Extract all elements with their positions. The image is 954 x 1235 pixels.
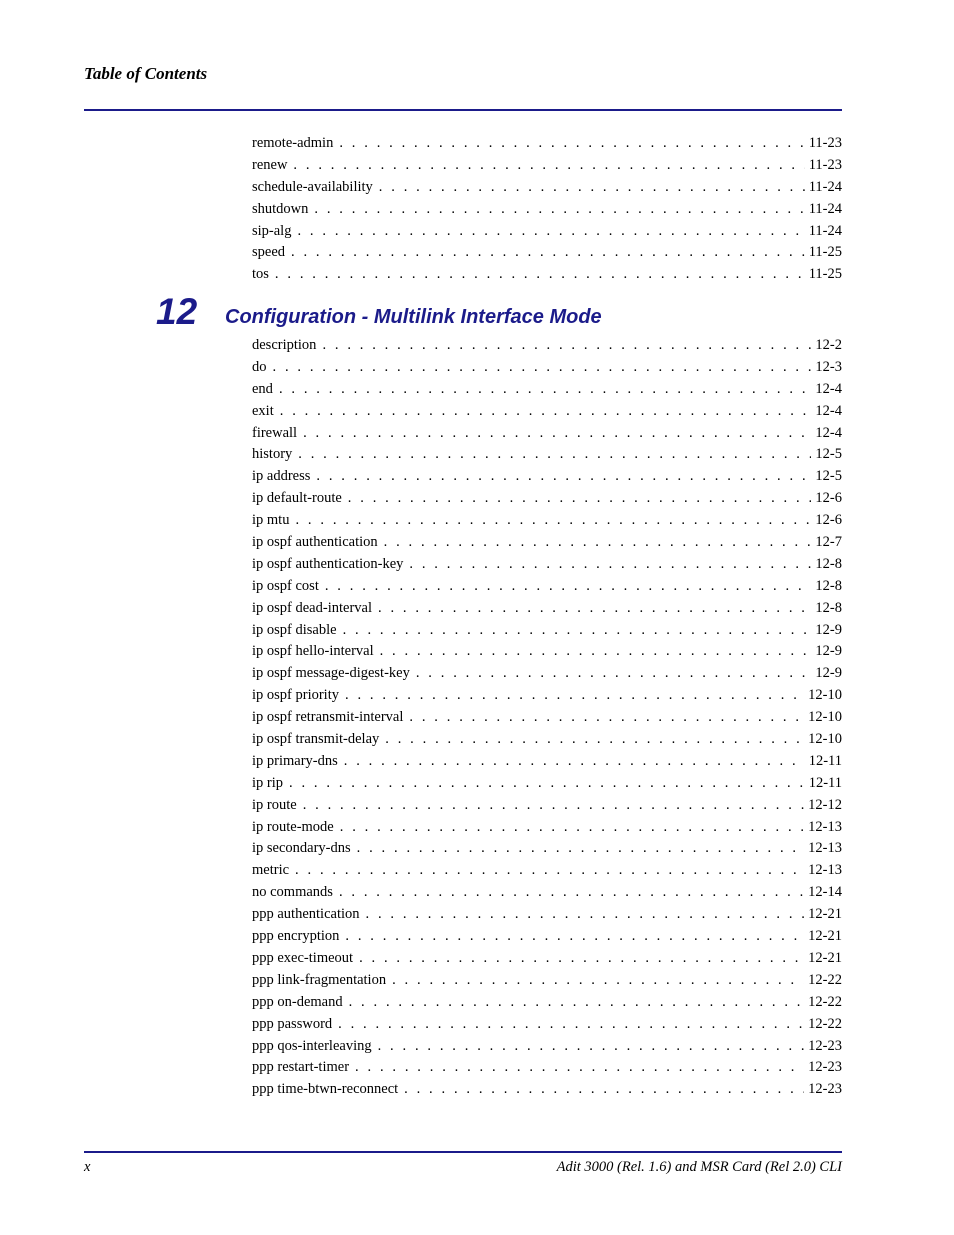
toc-entry[interactable] <box>252 906 842 928</box>
toc-entry[interactable] <box>252 643 842 665</box>
toc-entry[interactable] <box>252 244 842 266</box>
toc-entry[interactable] <box>252 731 842 753</box>
toc-entry[interactable] <box>252 665 842 687</box>
toc-entry-page: 11-24 <box>808 222 842 239</box>
toc-entry-page: 12-13 <box>808 840 842 857</box>
toc-entry-label: ip ospf retransmit-interval <box>252 709 404 726</box>
toc-dot-leader <box>339 135 804 152</box>
toc-dot-leader <box>378 1038 805 1055</box>
toc-entry-page: 12-10 <box>808 731 842 748</box>
toc-entry[interactable] <box>252 928 842 950</box>
toc-entry-label: ppp link-fragmentation <box>252 971 387 988</box>
toc-entry[interactable] <box>252 819 842 841</box>
toc-entry[interactable] <box>252 512 842 534</box>
toc-entry[interactable] <box>252 425 842 447</box>
toc-entry-page: 12-11 <box>808 752 842 769</box>
toc-entry-label: ip route <box>252 796 297 813</box>
toc-entry-page: 12-7 <box>815 534 842 551</box>
toc-entry-page: 11-24 <box>808 178 842 195</box>
toc-entry-page: 12-3 <box>815 358 842 375</box>
toc-entry-page: 12-8 <box>815 555 842 572</box>
toc-entry[interactable] <box>252 884 842 906</box>
toc-entry-label: sip-alg <box>252 222 292 239</box>
toc-entry-page: 12-8 <box>815 599 842 616</box>
toc-entry-page: 12-5 <box>815 468 842 485</box>
toc-dot-leader <box>316 468 811 485</box>
toc-entry-label: ppp on-demand <box>252 993 343 1010</box>
toc-dot-leader <box>345 687 804 704</box>
toc-dot-leader <box>298 446 811 463</box>
toc-entry-label: ppp password <box>252 1015 333 1032</box>
toc-entry-label: remote-admin <box>252 135 334 151</box>
toc-entry-page: 12-8 <box>815 577 842 594</box>
toc-entry-page: 11-23 <box>808 135 842 151</box>
toc-entry[interactable] <box>252 490 842 512</box>
toc-entry-label: exit <box>252 402 274 419</box>
footer-doc-title: Adit 3000 (Rel. 1.6) and MSR Card (Rel 2.0) CLI <box>556 1159 842 1175</box>
toc-dot-leader <box>338 1016 804 1033</box>
toc-entry-label: ip default-route <box>252 490 342 507</box>
toc-dot-leader <box>279 381 811 398</box>
toc-dot-leader <box>357 840 805 857</box>
toc-entry[interactable] <box>252 1081 842 1103</box>
toc-dot-leader <box>291 244 805 261</box>
toc-dot-leader <box>355 1059 804 1076</box>
toc-entry-page: 12-9 <box>815 621 842 638</box>
toc-entry-label: ip mtu <box>252 512 290 529</box>
toc-entry-page: 12-22 <box>808 971 842 988</box>
toc-dot-leader <box>295 862 804 879</box>
toc-entry-label: ip rip <box>252 774 284 791</box>
toc-entry[interactable] <box>252 972 842 994</box>
toc-entry-label: ip route-mode <box>252 818 334 835</box>
toc-entry-page: 12-22 <box>808 1015 842 1032</box>
toc-entry[interactable] <box>252 775 842 797</box>
toc-entry[interactable] <box>252 753 842 775</box>
toc-entry-label: description <box>252 337 317 353</box>
toc-entry-page: 12-4 <box>815 402 842 419</box>
toc-dot-leader <box>344 753 805 770</box>
toc-entry-label: ip ospf dead-interval <box>252 599 372 616</box>
toc-entry[interactable] <box>252 994 842 1016</box>
toc-entry-page: 12-2 <box>815 337 842 353</box>
toc-entry-label: ppp time-btwn-reconnect <box>252 1081 399 1098</box>
toc-dot-leader <box>392 972 804 989</box>
toc-dot-leader <box>359 950 804 967</box>
toc-dot-leader <box>348 490 812 507</box>
toc-entry[interactable] <box>252 135 842 157</box>
toc-entry[interactable] <box>252 622 842 644</box>
toc-entry[interactable] <box>252 534 842 556</box>
chapter-number: 12 <box>156 291 198 332</box>
toc-entry-page: 12-12 <box>808 796 842 813</box>
toc-dot-leader <box>280 403 812 420</box>
toc-entry-page: 12-6 <box>815 490 842 507</box>
toc-section-11-list <box>252 135 842 288</box>
toc-entry-label: firewall <box>252 424 298 441</box>
toc-entry-label: metric <box>252 862 290 879</box>
toc-entry-page: 12-9 <box>815 665 842 682</box>
toc-entry-label: ip ospf disable <box>252 621 337 638</box>
toc-entry-label: ip ospf hello-interval <box>252 643 374 660</box>
toc-entry[interactable] <box>252 1016 842 1038</box>
toc-entry[interactable] <box>252 179 842 201</box>
toc-entry-page: 12-21 <box>808 906 842 923</box>
toc-entry[interactable] <box>252 157 842 179</box>
toc-entry-page: 11-25 <box>808 244 842 261</box>
toc-entry-label: ppp qos-interleaving <box>252 1037 372 1054</box>
toc-entry-page: 12-4 <box>815 380 842 397</box>
toc-dot-leader <box>339 884 804 901</box>
toc-entry-label: ip ospf cost <box>252 577 319 594</box>
toc-entry[interactable] <box>252 950 842 972</box>
toc-dot-leader <box>345 928 804 945</box>
footer-page-number: x <box>84 1159 91 1175</box>
toc-entry[interactable] <box>252 403 842 425</box>
toc-dot-leader <box>385 731 804 748</box>
toc-entry-page: 12-14 <box>808 884 842 901</box>
toc-dot-leader <box>273 359 812 376</box>
header-title: Table of Contents <box>84 64 208 83</box>
toc-entry-label: renew <box>252 156 288 173</box>
toc-entry[interactable] <box>252 862 842 884</box>
toc-dot-leader <box>384 534 812 551</box>
toc-entry-label: ip ospf transmit-delay <box>252 731 380 748</box>
toc-entry-label: ip ospf priority <box>252 687 339 704</box>
toc-dot-leader <box>380 643 812 660</box>
toc-entry[interactable] <box>252 578 842 600</box>
toc-entry-page: 12-11 <box>808 774 842 791</box>
toc-entry-page: 12-13 <box>808 818 842 835</box>
toc-entry-label: schedule-availability <box>252 178 373 195</box>
header-rule <box>84 109 842 111</box>
toc-entry[interactable] <box>252 468 842 490</box>
toc-entry-page: 12-10 <box>808 709 842 726</box>
toc-entry-page: 12-21 <box>808 928 842 945</box>
toc-dot-leader <box>404 1081 804 1098</box>
toc-dot-leader <box>379 179 805 196</box>
toc-dot-leader <box>366 906 805 923</box>
toc-entry-label: ppp restart-timer <box>252 1059 350 1076</box>
toc-entry-page: 12-13 <box>808 862 842 879</box>
toc-entry[interactable] <box>252 709 842 731</box>
toc-entry[interactable] <box>252 1038 842 1060</box>
toc-entry[interactable] <box>252 797 842 819</box>
toc-entry[interactable] <box>252 600 842 622</box>
toc-entry[interactable] <box>252 1059 842 1081</box>
toc-entry-label: ppp encryption <box>252 928 340 945</box>
toc-entry-label: ppp exec-timeout <box>252 949 354 966</box>
toc-dot-leader <box>293 157 804 174</box>
toc-dot-leader <box>416 665 812 682</box>
toc-entry-page: 12-21 <box>808 949 842 966</box>
toc-entry-page: 12-22 <box>808 993 842 1010</box>
toc-entry[interactable] <box>252 446 842 468</box>
toc-dot-leader <box>409 556 811 573</box>
toc-dot-leader <box>343 622 812 639</box>
toc-entry-label: ip ospf authentication-key <box>252 555 404 572</box>
toc-entry[interactable] <box>252 359 842 381</box>
toc-entry-page: 11-24 <box>808 200 842 217</box>
footer-rule <box>84 1151 842 1153</box>
toc-dot-leader <box>349 994 805 1011</box>
toc-entry-page: 12-6 <box>815 512 842 529</box>
toc-entry[interactable] <box>252 556 842 578</box>
toc-dot-leader <box>325 578 812 595</box>
toc-entry[interactable] <box>252 687 842 709</box>
toc-entry-page: 12-10 <box>808 687 842 704</box>
toc-entry[interactable] <box>252 223 842 245</box>
toc-entry-page: 11-23 <box>808 156 842 173</box>
toc-entry[interactable] <box>252 266 842 288</box>
toc-dot-leader <box>289 775 805 792</box>
toc-entry-page: 12-5 <box>815 446 842 463</box>
toc-dot-leader <box>314 201 804 218</box>
toc-entry-page: 12-23 <box>808 1081 842 1098</box>
toc-dot-leader <box>322 337 811 354</box>
toc-entry-page: 12-23 <box>808 1037 842 1054</box>
toc-entry[interactable] <box>252 381 842 403</box>
toc-entry-label: history <box>252 446 293 463</box>
toc-entry[interactable] <box>252 337 842 359</box>
toc-dot-leader <box>378 600 811 617</box>
toc-entry-label: ip address <box>252 468 311 485</box>
toc-dot-leader <box>295 512 811 529</box>
chapter-title: Configuration - Multilink Interface Mode <box>225 306 602 328</box>
toc-entry-label: do <box>252 358 267 375</box>
toc-entry-page: 11-25 <box>808 266 842 283</box>
toc-entry[interactable] <box>252 840 842 862</box>
toc-entry-label: speed <box>252 244 286 261</box>
toc-entry-label: ppp authentication <box>252 906 360 923</box>
toc-dot-leader <box>303 797 804 814</box>
toc-dot-leader <box>340 819 804 836</box>
toc-entry-page: 12-23 <box>808 1059 842 1076</box>
toc-entry-page: 12-9 <box>815 643 842 660</box>
toc-entry[interactable] <box>252 201 842 223</box>
toc-entry-label: shutdown <box>252 200 309 217</box>
toc-entry-label: no commands <box>252 884 333 901</box>
toc-entry-label: ip ospf authentication <box>252 534 378 551</box>
toc-entry-label: end <box>252 380 273 397</box>
toc-dot-leader <box>303 425 811 442</box>
toc-entry-page: 12-4 <box>815 424 842 441</box>
toc-dot-leader <box>275 266 805 283</box>
toc-entry-label: tos <box>252 266 269 283</box>
toc-entry-label: ip primary-dns <box>252 752 338 769</box>
toc-entry-label: ip ospf message-digest-key <box>252 665 410 682</box>
toc-chapter-12-list <box>252 337 842 1103</box>
toc-dot-leader <box>297 223 804 240</box>
toc-entry-label: ip secondary-dns <box>252 840 351 857</box>
toc-dot-leader <box>409 709 804 726</box>
